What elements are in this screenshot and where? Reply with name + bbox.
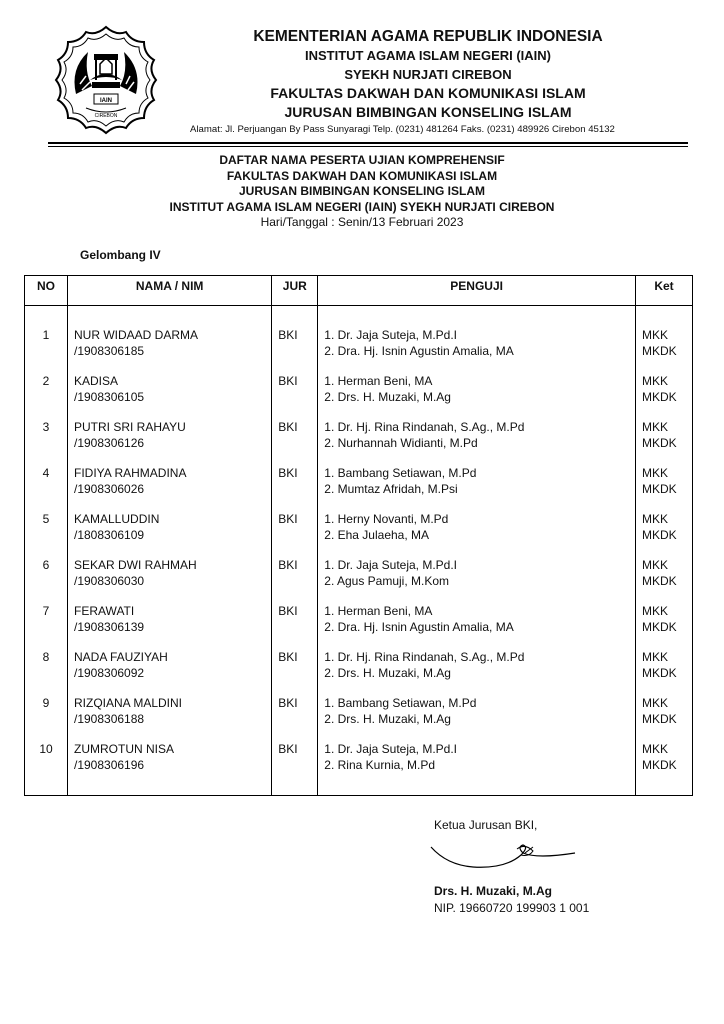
examiner-1: 1. Herny Novanti, M.Pd — [324, 512, 449, 526]
examiner-2: 2. Eha Julaeha, MA — [324, 528, 430, 542]
participant-name: KAMALLUDDIN — [74, 512, 160, 526]
header-examiner: PENGUJI — [318, 276, 636, 306]
cell-jur — [272, 511, 318, 557]
participant-name: NADA FAUZIYAH — [74, 650, 168, 664]
cell-no — [25, 741, 68, 796]
examiner-2: 2. Mumtaz Afridah, M.Psi — [324, 482, 458, 496]
cell-jur — [272, 603, 318, 649]
header-ket: Ket — [636, 276, 693, 306]
header-divider-thin — [48, 146, 688, 147]
header-no: NO — [25, 276, 68, 306]
ket-1: MKK — [642, 696, 669, 710]
svg-text:IAIN: IAIN — [100, 98, 112, 104]
cell-ket — [636, 649, 693, 695]
svg-text:CIREBON: CIREBON — [94, 113, 118, 119]
table-row — [25, 511, 693, 557]
participant-nim: /1908306092 — [74, 666, 145, 680]
ket-1: MKK — [642, 466, 669, 480]
examiner-2: 2. Rina Kurnia, M.Pd — [324, 758, 435, 772]
examiner-2: 2. Drs. H. Muzaki, M.Ag — [324, 666, 451, 680]
ket-2: MKDK — [642, 574, 677, 588]
cell-ket — [636, 419, 693, 465]
cell-name-nim — [68, 557, 272, 603]
faculty-name: FAKULTAS DAKWAH DAN KOMUNIKASI ISLAM — [270, 85, 586, 101]
cell-jur — [272, 695, 318, 741]
ket-1: MKK — [642, 742, 669, 756]
document-title — [0, 153, 724, 231]
spacer-cell — [68, 306, 272, 328]
participant-name: FIDIYA RAHMADINA — [74, 466, 187, 480]
participant-name: ZUMROTUN NISA — [74, 742, 174, 756]
cell-ket — [636, 511, 693, 557]
cell-examiners — [318, 695, 636, 741]
cell-no — [25, 649, 68, 695]
title-line-3: JURUSAN BIMBINGAN KONSELING ISLAM — [238, 184, 485, 198]
header-name-nim: NAMA / NIM — [68, 276, 272, 306]
title-line-2: FAKULTAS DAKWAH DAN KOMUNIKASI ISLAM — [226, 168, 498, 183]
header-divider-thick — [48, 142, 688, 144]
cell-ket — [636, 373, 693, 419]
row-number: 2 — [42, 374, 50, 388]
cell-name-nim — [68, 373, 272, 419]
ket-2: MKDK — [642, 758, 677, 772]
row-number: 6 — [42, 558, 50, 572]
table-header-row — [25, 276, 693, 306]
cell-name-nim — [68, 327, 272, 373]
cell-name-nim — [68, 649, 272, 695]
table-row — [25, 327, 693, 373]
examiner-2: 2. Drs. H. Muzaki, M.Ag — [324, 390, 451, 404]
table-row — [25, 419, 693, 465]
examiner-1: 1. Dr. Jaja Suteja, M.Pd.I — [324, 328, 458, 342]
ket-2: MKDK — [642, 344, 677, 358]
cell-jur — [272, 557, 318, 603]
spacer-cell — [25, 306, 68, 328]
cell-no — [25, 603, 68, 649]
exam-date: Hari/Tanggal : Senin/13 Februari 2023 — [260, 215, 464, 229]
table-row — [25, 465, 693, 511]
department-name: JURUSAN BIMBINGAN KONSELING ISLAM — [284, 104, 572, 120]
signatory-nip: NIP. 19660720 199903 1 001 — [434, 901, 590, 915]
title-line-1: DAFTAR NAMA PESERTA UJIAN KOMPREHENSIF — [219, 153, 505, 167]
cell-jur — [272, 327, 318, 373]
participant-name: NUR WIDAAD DARMA — [74, 328, 199, 342]
participant-nim: /1908306196 — [74, 758, 145, 772]
table-row — [25, 603, 693, 649]
participant-name: SEKAR DWI RAHMAH — [74, 558, 197, 572]
cell-no — [25, 557, 68, 603]
participant-nim: /1908306026 — [74, 482, 145, 496]
examiner-1: 1. Dr. Hj. Rina Rindanah, S.Ag., M.Pd — [324, 420, 525, 434]
ket-2: MKDK — [642, 620, 677, 634]
cell-ket — [636, 603, 693, 649]
ministry-name: KEMENTERIAN AGAMA REPUBLIK INDONESIA — [253, 28, 603, 45]
cell-jur — [272, 419, 318, 465]
wave-label: Gelombang IV — [80, 248, 161, 262]
ket-1: MKK — [642, 558, 669, 572]
participant-nim: /1908306105 — [74, 390, 145, 404]
cell-no — [25, 465, 68, 511]
participant-name: RIZQIANA MALDINI — [74, 696, 183, 710]
ket-1: MKK — [642, 420, 669, 434]
table-spacer-row — [25, 306, 693, 328]
ket-2: MKDK — [642, 712, 677, 726]
title-line-4: INSTITUT AGAMA ISLAM NEGERI (IAIN) SYEKH NURJATI CIREBON — [169, 199, 555, 214]
examiner-1: 1. Bambang Setiawan, M.Pd — [324, 466, 477, 480]
table-row — [25, 557, 693, 603]
table-row — [25, 695, 693, 741]
institute-subname: SYEKH NURJATI CIREBON — [344, 67, 512, 82]
table-row — [25, 649, 693, 695]
ket-1: MKK — [642, 328, 669, 342]
department-code: BKI — [278, 650, 298, 664]
examiner-2: 2. Drs. H. Muzaki, M.Ag — [324, 712, 451, 726]
cell-ket — [636, 557, 693, 603]
cell-no — [25, 373, 68, 419]
cell-ket — [636, 695, 693, 741]
examiner-2: 2. Dra. Hj. Isnin Agustin Amalia, MA — [324, 620, 514, 634]
cell-no — [25, 327, 68, 373]
cell-examiners — [318, 465, 636, 511]
ket-1: MKK — [642, 512, 669, 526]
ket-1: MKK — [642, 374, 669, 388]
cell-examiners — [318, 327, 636, 373]
participant-name: FERAWATI — [74, 604, 135, 618]
participant-nim: /1908306139 — [74, 620, 145, 634]
department-code: BKI — [278, 420, 298, 434]
row-number: 3 — [42, 420, 50, 434]
signature-role: Ketua Jurusan BKI, — [434, 818, 538, 832]
examiner-1: 1. Dr. Jaja Suteja, M.Pd.I — [324, 558, 458, 572]
table-row — [25, 741, 693, 796]
department-code: BKI — [278, 604, 298, 618]
row-number: 5 — [42, 512, 50, 526]
cell-no — [25, 419, 68, 465]
department-code: BKI — [278, 558, 298, 572]
participant-nim: /1908306030 — [74, 574, 145, 588]
row-number: 8 — [42, 650, 50, 664]
signatory-name: Drs. H. Muzaki, M.Ag — [434, 884, 553, 898]
cell-no — [25, 511, 68, 557]
cell-jur — [272, 649, 318, 695]
cell-ket — [636, 465, 693, 511]
institute-name: INSTITUT AGAMA ISLAM NEGERI (IAIN) — [304, 48, 552, 63]
cell-examiners — [318, 557, 636, 603]
ket-2: MKDK — [642, 390, 677, 404]
department-code: BKI — [278, 328, 298, 342]
cell-examiners — [318, 511, 636, 557]
participant-nim: /1908306188 — [74, 712, 145, 726]
participant-nim: /1908306126 — [74, 436, 145, 450]
cell-examiners — [318, 649, 636, 695]
examiner-1: 1. Herman Beni, MA — [324, 604, 433, 618]
header-jur: JUR — [272, 276, 318, 306]
ket-1: MKK — [642, 604, 669, 618]
spacer-cell — [318, 306, 636, 328]
cell-name-nim — [68, 741, 272, 796]
cell-examiners — [318, 741, 636, 796]
row-number: 4 — [42, 466, 50, 480]
cell-name-nim — [68, 419, 272, 465]
cell-name-nim — [68, 511, 272, 557]
row-number: 10 — [39, 742, 53, 756]
cell-examiners — [318, 373, 636, 419]
examiner-1: 1. Herman Beni, MA — [324, 374, 433, 388]
cell-examiners — [318, 603, 636, 649]
letterhead — [0, 0, 724, 145]
cell-name-nim — [68, 603, 272, 649]
cell-name-nim — [68, 465, 272, 511]
examiner-1: 1. Bambang Setiawan, M.Pd — [324, 696, 477, 710]
ket-2: MKDK — [642, 482, 677, 496]
cell-ket — [636, 741, 693, 796]
department-code: BKI — [278, 374, 298, 388]
cell-examiners — [318, 419, 636, 465]
examiner-2: 2. Nurhannah Widianti, M.Pd — [324, 436, 478, 450]
participant-nim: /1808306109 — [74, 528, 145, 542]
cell-no — [25, 695, 68, 741]
department-code: BKI — [278, 742, 298, 756]
participant-name: KADISA — [74, 374, 119, 388]
examiner-1: 1. Dr. Hj. Rina Rindanah, S.Ag., M.Pd — [324, 650, 525, 664]
handwritten-signature — [425, 835, 585, 875]
cell-jur — [272, 373, 318, 419]
table-row — [25, 373, 693, 419]
participant-name: PUTRI SRI RAHAYU — [74, 420, 186, 434]
department-code: BKI — [278, 466, 298, 480]
row-number: 7 — [42, 604, 50, 618]
department-code: BKI — [278, 696, 298, 710]
ket-2: MKDK — [642, 666, 677, 680]
spacer-cell — [272, 306, 318, 328]
cell-jur — [272, 465, 318, 511]
examiner-2: 2. Dra. Hj. Isnin Agustin Amalia, MA — [324, 344, 514, 358]
ket-2: MKDK — [642, 436, 677, 450]
iain-cirebon-seal-logo — [50, 24, 162, 136]
examiner-1: 1. Dr. Jaja Suteja, M.Pd.I — [324, 742, 458, 756]
ket-1: MKK — [642, 650, 669, 664]
cell-ket — [636, 327, 693, 373]
cell-name-nim — [68, 695, 272, 741]
department-code: BKI — [278, 512, 298, 526]
examiner-2: 2. Agus Pamuji, M.Kom — [324, 574, 449, 588]
address-line: Alamat: Jl. Perjuangan By Pass Sunyaragi Telp. (0231) 481264 Faks. (0231) 489926 Cirebon 45132 — [190, 124, 615, 135]
row-number: 1 — [42, 328, 50, 342]
spacer-cell — [636, 306, 693, 328]
participant-nim: /1908306185 — [74, 344, 145, 358]
ket-2: MKDK — [642, 528, 677, 542]
row-number: 9 — [42, 696, 50, 710]
participants-table — [24, 275, 693, 796]
cell-jur — [272, 741, 318, 796]
